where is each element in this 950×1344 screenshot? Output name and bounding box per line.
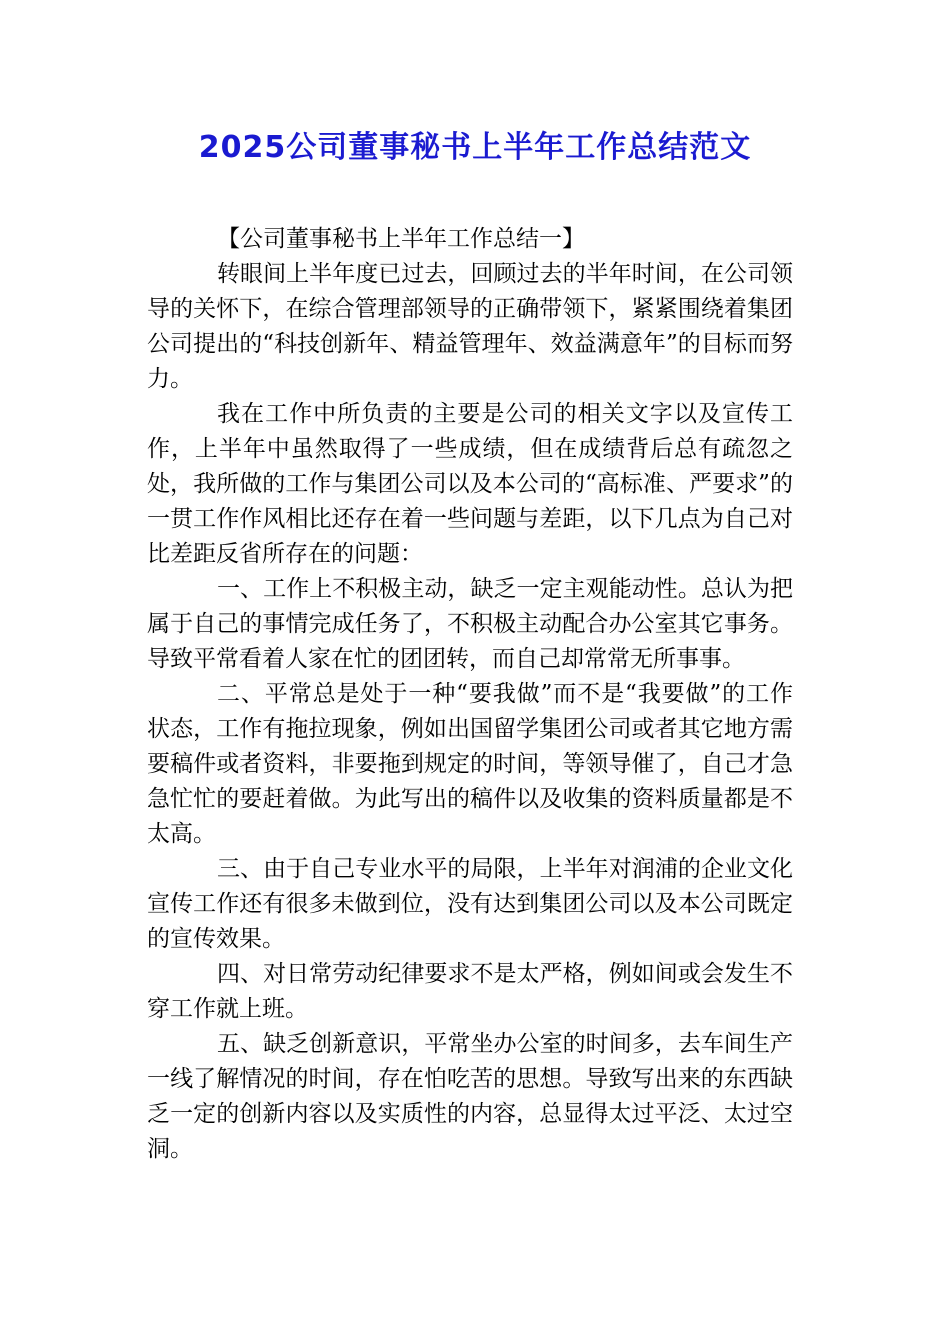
paragraph: 三、由于自己专业水平的局限，上半年对润浦的企业文化宣传工作还有很多未做到位，没有达到集团公司以及本公司既定的宣传效果。 <box>147 856 793 952</box>
paragraph: 四、对日常劳动纪律要求不是太严格，例如间或会发生不穿工作就上班。 <box>147 961 793 1022</box>
paragraph: 转眼间上半年度已过去，回顾过去的半年时间，在公司领导的关怀下，在综合管理部领导的正确带领下，紧紧围绕着集团公司提出的“科技创新年、精益管理年、效益满意年”的目标而努力。 <box>147 261 793 392</box>
paragraph: 二、平常总是处于一种“要我做”而不是“我要做”的工作状态，工作有拖拉现象，例如出国留学集团公司或者其它地方需要稿件或者资料，非要拖到规定的时间，等领导催了，自己才急急忙忙的要赶着做。为此写出的稿件以及收集的资料质量都是不太高。 <box>147 681 793 847</box>
paragraph: 五、缺乏创新意识，平常坐办公室的时间多，去车间生产一线了解情况的时间，存在怕吃苦的思想。导致写出来的东西缺乏一定的创新内容以及实质性的内容，总显得太过平泛、太过空洞。 <box>147 1031 793 1162</box>
paragraph: 一、工作上不积极主动，缺乏一定主观能动性。总认为把属于自己的事情完成任务了，不积极主动配合办公室其它事务。导致平常看着人家在忙的团团转，而自己却常常无所事事。 <box>147 576 793 672</box>
section-heading: 【公司董事秘书上半年工作总结一】 <box>217 226 585 252</box>
document-body <box>147 222 793 1167</box>
document-title: 2025公司董事秘书上半年工作总结范文 <box>198 130 752 165</box>
paragraph: 我在工作中所负责的主要是公司的相关文字以及宣传工作，上半年中虽然取得了一些成绩，但在成绩背后总有疏忽之处，我所做的工作与集团公司以及本公司的“高标准、严要求”的一贯工作作风相比还存在着一些问题与差距，以下几点为自己对比差距反省所存在的问题： <box>147 401 793 567</box>
